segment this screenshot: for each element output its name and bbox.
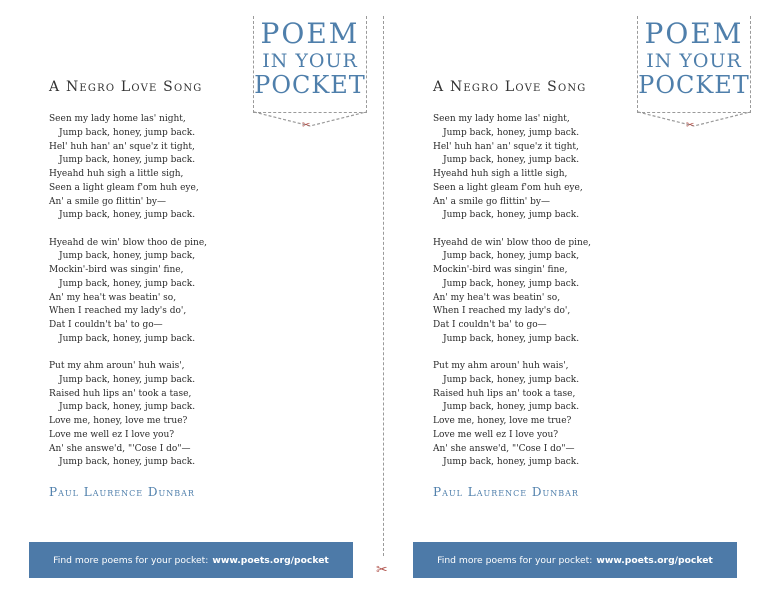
poem-line: Put my ahm aroun' huh wais', [49, 361, 185, 371]
poem-line: When I reached my lady's do', [433, 306, 571, 317]
poem-line: When I reached my lady's do', [49, 306, 187, 317]
poem-body [49, 113, 207, 484]
poem-line: Hel' huh han' an' sque'z it tight, [49, 141, 195, 152]
badge-line-1: POEM [644, 17, 744, 50]
poem-card-right [384, 0, 768, 593]
footer-text: Find more poems for your pocket: [437, 554, 593, 566]
poem-line: Hel' huh han' an' sque'z it tight, [433, 141, 579, 152]
stanza [433, 237, 591, 347]
poem-author: Paul Laurence Dunbar [433, 485, 579, 499]
poem-line: Jump back, honey, jump back. [443, 374, 580, 385]
stanza [433, 360, 591, 470]
poem-in-your-pocket-badge [253, 16, 367, 131]
poem-line: Jump back, honey, jump back. [443, 278, 580, 289]
poem-line: Put my ahm aroun' huh wais', [433, 361, 569, 371]
poem-in-your-pocket-badge [637, 16, 751, 131]
poem-line: Love me, honey, love me true? [433, 416, 572, 426]
poem-line: Hyeahd huh sigh a little sigh, [433, 169, 568, 179]
poem-line: Raised huh lips an' took a tase, [433, 388, 576, 399]
footer-banner [413, 542, 737, 578]
poem-line: An' my hea't was beatin' so, [49, 292, 177, 303]
badge-text [638, 17, 750, 99]
poem-title: A Negro Love Song [433, 79, 587, 95]
stanza [49, 113, 207, 223]
poem-line: Mockin'-bird was singin' fine, [49, 265, 184, 275]
poem-line: Jump back, honey, jump back. [59, 374, 196, 385]
poem-line: Raised huh lips an' took a tase, [49, 388, 192, 399]
scissors-icon: ✂ [686, 120, 695, 131]
poem-line: Love me, honey, love me true? [49, 416, 188, 426]
stanza [49, 360, 207, 470]
footer-banner [29, 542, 353, 578]
poem-line: Jump back, honey, jump back. [443, 127, 580, 138]
stanza [433, 113, 591, 223]
poem-line: An' my hea't was beatin' so, [433, 292, 561, 303]
poem-line: Jump back, honey, jump back. [59, 333, 196, 344]
badge-line-3: POCKET [254, 71, 366, 99]
footer-url-link[interactable]: www.poets.org/pocket [596, 554, 713, 566]
poem-line: Love me well ez I love you? [49, 429, 175, 440]
poem-line: An' she answe'd, "'Cose I do"— [433, 443, 575, 454]
stanza [49, 237, 207, 347]
poem-line: Jump back, honey, jump back. [59, 402, 196, 413]
poem-line: Seen my lady home las' night, [49, 114, 186, 124]
scissors-icon: ✂ [302, 120, 311, 131]
poem-title: A Negro Love Song [49, 79, 203, 95]
footer-url-link[interactable]: www.poets.org/pocket [212, 554, 329, 566]
badge-line-2: IN YOUR [646, 50, 742, 72]
badge-line-2: IN YOUR [262, 50, 358, 72]
poem-line: Seen a light gleam f'om huh eye, [49, 182, 199, 193]
poem-body [433, 113, 591, 484]
poem-line: Jump back, honey, jump back. [59, 278, 196, 289]
badge-text [254, 17, 366, 99]
poem-line: An' she answe'd, "'Cose I do"— [49, 443, 191, 454]
poem-line: Seen my lady home las' night, [433, 114, 570, 124]
poem-line: Jump back, honey, jump back. [59, 210, 196, 221]
poem-line: Dat I couldn't ba' to go— [49, 320, 163, 330]
poem-line: Seen a light gleam f'om huh eye, [433, 182, 583, 193]
badge-line-1: POEM [260, 17, 360, 50]
poem-line: Hyeahd de win' blow thoo de pine, [49, 237, 208, 248]
poem-line: Mockin'-bird was singin' fine, [433, 265, 568, 275]
poem-line: Jump back, honey, jump back. [443, 210, 580, 221]
scissors-icon: ✂ [376, 562, 388, 578]
poem-line: Jump back, honey, jump back. [443, 155, 580, 166]
footer-text: Find more poems for your pocket: [53, 554, 209, 566]
poem-author: Paul Laurence Dunbar [49, 485, 195, 499]
poem-line: Jump back, honey, jump back. [59, 127, 196, 138]
poem-line: Jump back, honey, jump back, [59, 251, 196, 262]
poem-line: An' a smile go flittin' by— [433, 196, 550, 207]
poem-line: Jump back, honey, jump back. [59, 155, 196, 166]
poem-line: Dat I couldn't ba' to go— [433, 320, 547, 330]
poem-line: Jump back, honey, jump back. [59, 457, 196, 468]
poem-line: Hyeahd de win' blow thoo de pine, [433, 237, 592, 248]
poem-line: Jump back, honey, jump back, [443, 251, 580, 262]
poem-line: Love me well ez I love you? [433, 429, 559, 440]
poem-line: Jump back, honey, jump back. [443, 402, 580, 413]
poem-line: An' a smile go flittin' by— [49, 196, 166, 207]
poem-line: Hyeahd huh sigh a little sigh, [49, 169, 184, 179]
poem-line: Jump back, honey, jump back. [443, 333, 580, 344]
poem-line: Jump back, honey, jump back. [443, 457, 580, 468]
badge-line-3: POCKET [638, 71, 750, 99]
